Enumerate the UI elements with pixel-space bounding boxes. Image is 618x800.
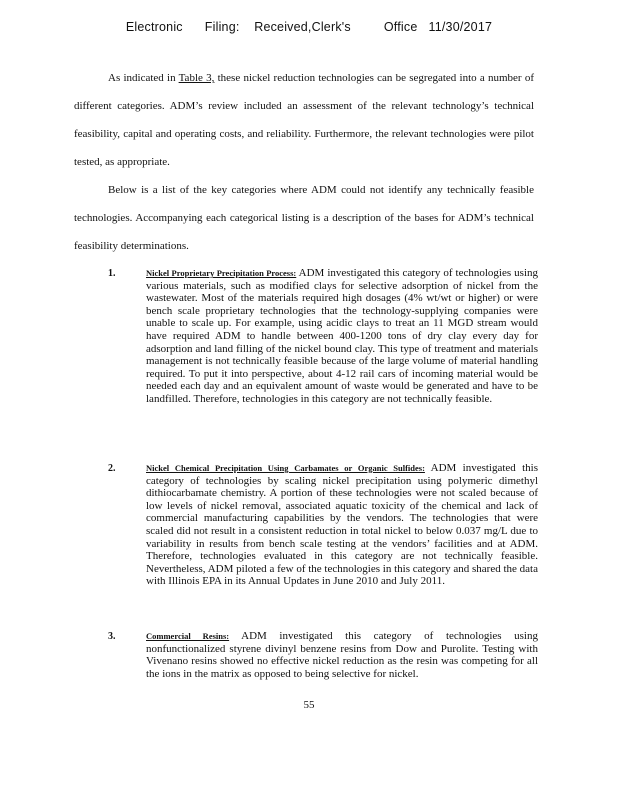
table-reference-link[interactable]: Table 3, — [178, 72, 215, 84]
item-heading: Nickel Proprietary Precipitation Process: — [146, 268, 297, 278]
list-item — [146, 267, 538, 406]
item-number-3: 3. — [108, 631, 116, 642]
categories-paragraph — [74, 176, 534, 260]
intro-prefix: As indicated in — [108, 72, 179, 84]
list-item — [146, 630, 538, 680]
item-body: ADM investigated this category of technologies by scaling nickel precipitation using polymeric dimethyl dithiocarbamate chemistry. A portion of these technologies were not scaled because of low levels of nickel removal, associated aquatic toxicity of the chemical and lack of commercial manufacturing capabilities by the vendors. The technologies that were scaled did not result in a consistent reduction in total nickel to below 0.037 mg/L due to variability in results from bench scale testing at the vendors’ facilities and at ADM. Therefore, technologies evaluated in this category are not technically feasible. Nevertheless, ADM piloted a few of the technologies in this category and shared the data with Illinois EPA in its Annual Updates in June 2010 and July 2011. — [146, 462, 538, 588]
categories-text: Below is a list of the key categories where ADM could not identify any technically feasible technologies. Accompanying each categorical listing is a description of the bases for ADM’s technical feasibility determinations. — [74, 184, 534, 252]
intro-paragraph — [74, 64, 534, 176]
intro-rest: these nickel reduction technologies can be segregated into a number of different categories. ADM’s review included an assessment of the relevant technology’s technical feasibility, capital and operating costs, and reliability. Furthermore, the relevant technologies were pilot tested, as appropriate. — [74, 72, 534, 168]
item-body: ADM investigated this category of technologies using nonfunctionalized styrene divinyl benzene resins from Dow and Purolite. Testing with Vivenano resins showed no effective nickel reduction as the resin was competing for all the ions in the matrix as opposed to being selective for nickel. — [146, 630, 538, 680]
page-number: 55 — [303, 699, 315, 711]
item-heading: Commercial Resins: — [146, 631, 230, 641]
item-number-2: 2. — [108, 463, 116, 474]
list-item — [146, 462, 538, 588]
item-number-1: 1. — [108, 268, 116, 279]
item-heading: Nickel Chemical Precipitation Using Carbamates or Organic Sulfides: — [146, 463, 425, 473]
item-body: ADM investigated this category of technologies using various materials, such as modified clays for selective adsorption of nickel from the wastewater. Most of the materials required high dosages (4% wt/wt or higher) or were bench scale proprietary technologies that the technology-supplying companies were unable to scale up. For example, using acidic clays to treat an 11 MGD stream would have required ADM to handle between 400-1200 tons of dry clay every day for adsorption and land filling of the nickel bound clay. This type of treatment and materials management is not technically feasible because of the large volume of material handling required. To put it into perspective, about 4-12 rail cars of incoming material would be needed each day and an equivalent amount of waste would be generated and have to be landfilled. Therefore, technologies in this category are not technically feasible. — [146, 267, 538, 405]
filing-header: Electronic Filing: Received,Clerk's Office 11/30/2017 — [125, 20, 493, 34]
